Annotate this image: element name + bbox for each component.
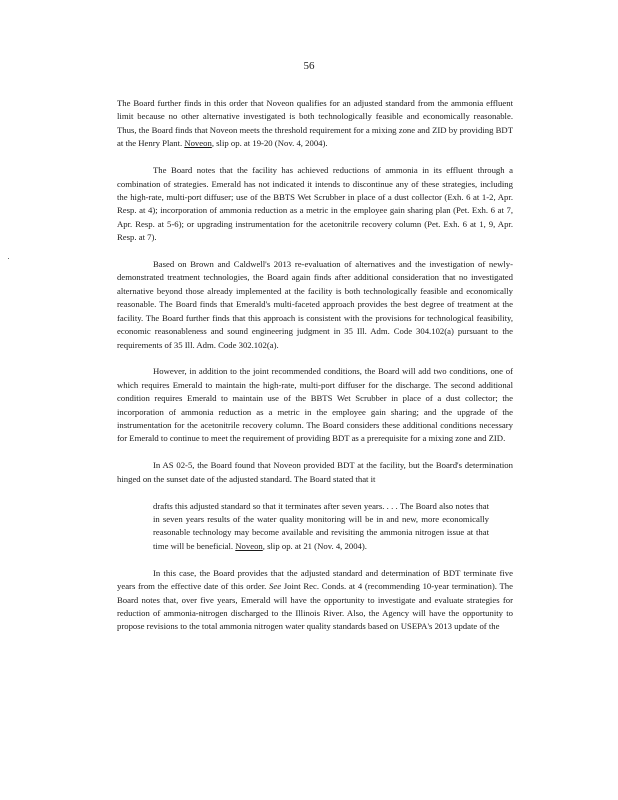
text-run: However, in addition to the joint recommended conditions, the Board will add two conditions, one of which requires Emerald to maintain the high-rate, multi-port diffuser for the discharge. The second additional condition requires Emerald to maintain use of the BBTS Wet Scrubber in place of a dust collector; the incorporation of ammonia reduction as a metric in the employee gain sharing; and the upgrade of the instrumentation for the acetonitrile recovery column. The Board considers these additional conditions necessary for Emerald to continue to meet the requirement of providing BDT as a prerequisite for a mixing zone and ZID.: [117, 366, 513, 444]
text-run: The Board notes that the facility has achieved reductions of ammonia in its effluent through a combination of strategies. Emerald has not indicated it intends to discontinue any of these strategies, including the high-rate, multi-port diffuser; use of the BBTS Wet Scrubber in place of a dust collector (Exh. 6 at 1-2, Apr. Resp. at 4); incorporation of ammonia reduction as a metric in the employee gain sharing plan (Pet. Exh. 6 at 7, Apr. Resp. at 5-6); or upgrading instrumentation for the acetonitrile recovery column (Pet. Exh. 6 at 1, 9, Apr. Resp. at 7).: [117, 165, 513, 243]
block-quote: [117, 500, 513, 554]
text-run: Joint Rec. Conds. at 4 (recommending 10-year termination). The Board notes that, over five years, Emerald will have the opportunity to investigate and evaluate strategies for reduction of ammonia-nitrogen discharged to the Illinois River. Also, the Agency will have the opportunity to propose revisions to the total ammonia nitrogen water quality standards based on USEPA's 2013 update of the: [117, 581, 513, 632]
document-body: [117, 97, 513, 647]
paragraph-termination: [117, 567, 513, 634]
citation-signal: See: [269, 581, 282, 592]
page-number: 56: [303, 60, 315, 72]
paragraph-as-02-5: [117, 459, 513, 486]
case-citation: Noveon: [235, 540, 263, 551]
text-run: , slip op. at 19-20 (Nov. 4, 2004).: [211, 138, 328, 149]
text-run: In AS 02-5, the Board found that Noveon provided BDT at the facility, but the Board's determination hinged on the sunset date of the adjusted standard. The Board stated that it: [117, 460, 513, 484]
text-run: The Board further finds in this order that Noveon qualifies for an adjusted standard from the ammonia effluent limit because no other alternative investigated is both technologically feasible and economically reasonable. Thus, the Board finds that Noveon meets the threshold requirement for a mixing zone and ZID by providing BDT at the Henry Plant.: [117, 98, 513, 149]
text-run: , slip op. at 21 (Nov. 4, 2004).: [262, 540, 367, 551]
paragraph-brown-caldwell: [117, 258, 513, 352]
text-run: Based on Brown and Caldwell's 2013 re-evaluation of alternatives and the investigation of newly-demonstrated treatment technologies, the Board again finds after additional consideration that no investigated alternative beyond those already implemented at the facility is both technologically feasible and economically reasonable. The Board finds that Emerald's multi-faceted approach provides the best degree of treatment at the facility. The Board further finds that this approach is consistent with the provisions for technological feasibility, economic reasonableness and sound engineering judgment in 35 Ill. Adm. Code 304.102(a) pursuant to the requirements of 35 Ill. Adm. Code 302.102(a).: [117, 259, 513, 350]
paragraph-additional-conditions: [117, 365, 513, 445]
text-run: In this case, the Board provides that the adjusted standard and determination of BDT terminate five years from the effective date of this order.: [117, 567, 513, 592]
case-citation: Noveon: [184, 138, 212, 149]
margin-mark: [8, 258, 9, 259]
paragraph-noveon-finding: [117, 97, 513, 151]
text-run: drafts this adjusted standard so that it terminates after seven years. . . . The Board also notes that in seven years results of the water quality monitoring will be in and new, more economically reasonable technology may become available and revisiting the ammonia nitrogen issue at that time will be beneficial.: [153, 500, 489, 551]
paragraph-ammonia-reductions: [117, 164, 513, 244]
